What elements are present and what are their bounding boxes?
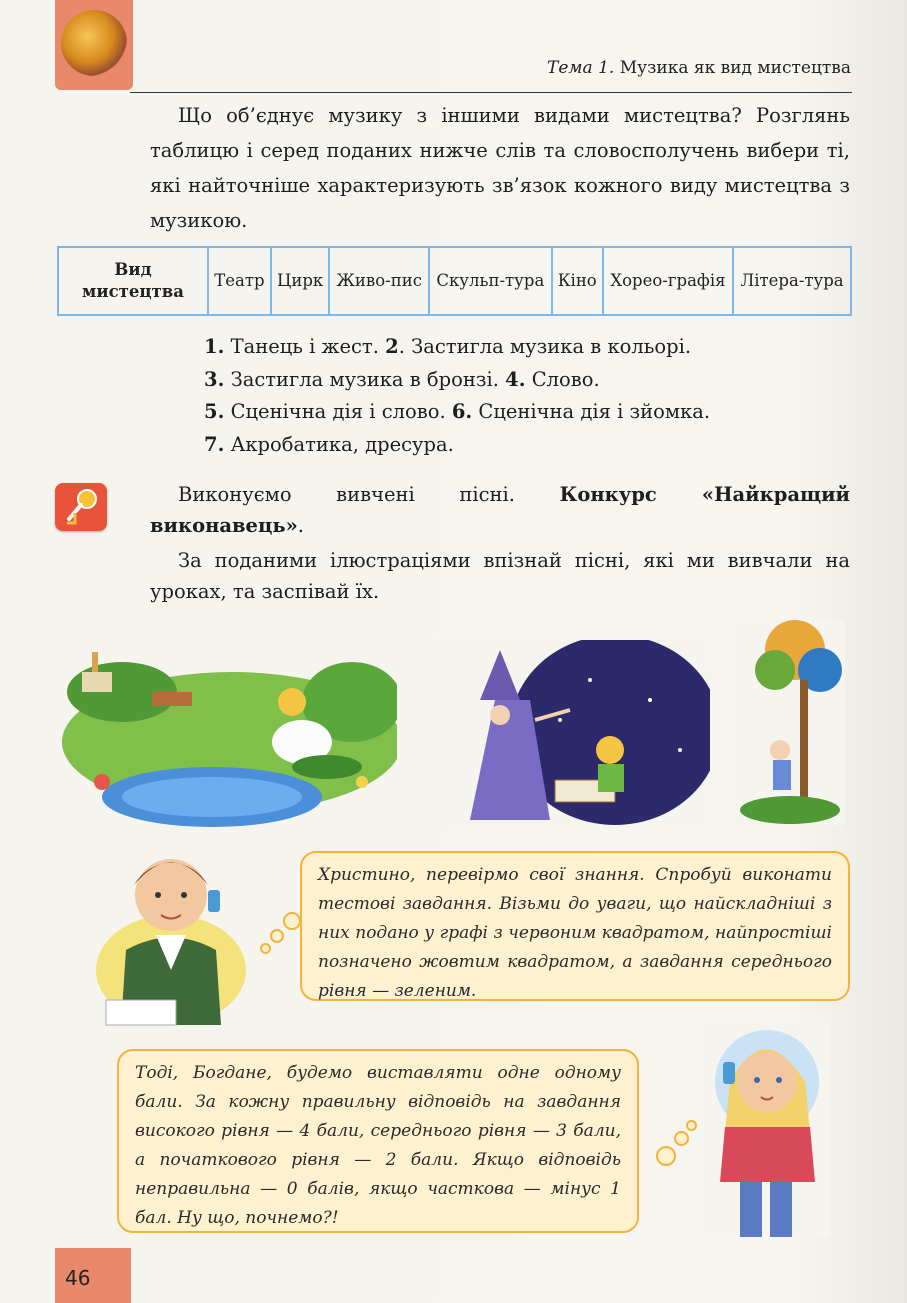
list-item — [204, 396, 710, 429]
option-number: 1. — [204, 335, 225, 358]
bubble-tail-dot — [260, 943, 271, 954]
list-item — [204, 429, 710, 462]
option-number: 2 — [385, 335, 399, 358]
option-number: 4. — [505, 367, 526, 391]
option-text: . Застигла музика в кольорі. — [398, 335, 692, 358]
boy-speech-text: Христино, перевірмо свої знання. Спробуй виконати тестові завдання. Візьми до уваги, що найскладніші з них подано у графі з червоним квадратом, найпростіші позначено жовтим квадратом, а завдання середнього рівня — зеленим. — [318, 865, 832, 1001]
microphone-icon — [55, 483, 107, 531]
bubble-tail-dot — [283, 912, 301, 930]
bubble-tail-dot — [656, 1146, 676, 1166]
list-item — [204, 364, 710, 397]
girl-speech-text: Тоді, Богдане, будемо виставляти одне одному бали. За кожну правильну відповідь на завдання високого рівня — 4 бали, середнього рівня — 3 бали, а початкового рівня — 2 бали. Якщо відповідь неправильна — 0 балів, якщо часткова — мінус 1 бал. Ну що, почнемо?! — [135, 1063, 621, 1228]
boy-bogdan-illustration — [96, 840, 271, 1030]
bubble-tail-dot — [674, 1131, 689, 1146]
meadow-pond-illustration — [62, 632, 397, 832]
bubble-tail-dot — [270, 929, 284, 943]
option-text: Слово. — [531, 367, 600, 391]
list-item — [204, 331, 710, 364]
option-number: 5. — [204, 400, 225, 423]
wizard-girl-illustration — [440, 640, 710, 825]
table-cell: Живо-пис — [329, 247, 429, 315]
option-number: 3. — [204, 367, 225, 391]
theme-label: Тема 1. — [547, 58, 615, 78]
option-text: Сценічна дія і зйомка. — [478, 400, 711, 423]
option-text: Танець і жест. — [230, 335, 379, 358]
table-header-cell: Вид мистецтва — [58, 247, 208, 315]
table-cell: Скульп-тура — [429, 247, 552, 315]
option-text: Застигла музика в бронзі. — [230, 367, 499, 391]
contest-title: Конкурс «Найкращий виконавець» — [150, 483, 851, 537]
table-cell: Літера-тура — [733, 247, 851, 315]
table-cell: Кіно — [552, 247, 603, 315]
table-row — [58, 247, 851, 315]
theme-title: Музика як вид мистецтва — [619, 58, 851, 78]
boy-speech-bubble — [300, 851, 850, 1001]
header-rule — [130, 92, 852, 93]
contest-intro: Виконуємо вивчені пісні. — [178, 483, 515, 506]
table-cell: Театр — [208, 247, 271, 315]
page-number-tab — [55, 1248, 131, 1303]
contest-task: За поданими ілюстраціями впізнай пісні, які ми вивчали на уроках, та заспівай їх. — [150, 549, 850, 603]
french-horn-icon — [61, 10, 127, 76]
tree-flute-illustration — [735, 620, 845, 825]
girl-khrystyna-illustration — [705, 1022, 830, 1237]
option-number: 7. — [204, 432, 225, 456]
contest-line — [150, 479, 850, 541]
running-head — [547, 58, 851, 78]
table-cell: Хорео-графія — [603, 247, 733, 315]
corner-emblem — [55, 0, 133, 90]
intro-text: Що об’єднує музику з іншими видами мистецтва? Розглянь таблицю і серед поданих нижче слів та словосполучень вибери ті, які найточніше характеризують зв’язок кожного виду мистецтва з музикою. — [150, 104, 850, 232]
contest-period: . — [297, 514, 304, 537]
bubble-tail-dot — [686, 1120, 697, 1131]
option-text: Акробатика, дресура. — [230, 432, 454, 456]
page-number: 46 — [65, 1266, 91, 1290]
options-list — [204, 331, 710, 461]
intro-paragraph — [150, 98, 850, 238]
arts-table — [57, 246, 852, 316]
girl-speech-bubble — [117, 1049, 639, 1233]
contest-section — [150, 479, 850, 611]
table-cell: Цирк — [271, 247, 330, 315]
option-text: Сценічна дія і слово. — [230, 400, 446, 423]
option-number: 6. — [451, 400, 473, 423]
